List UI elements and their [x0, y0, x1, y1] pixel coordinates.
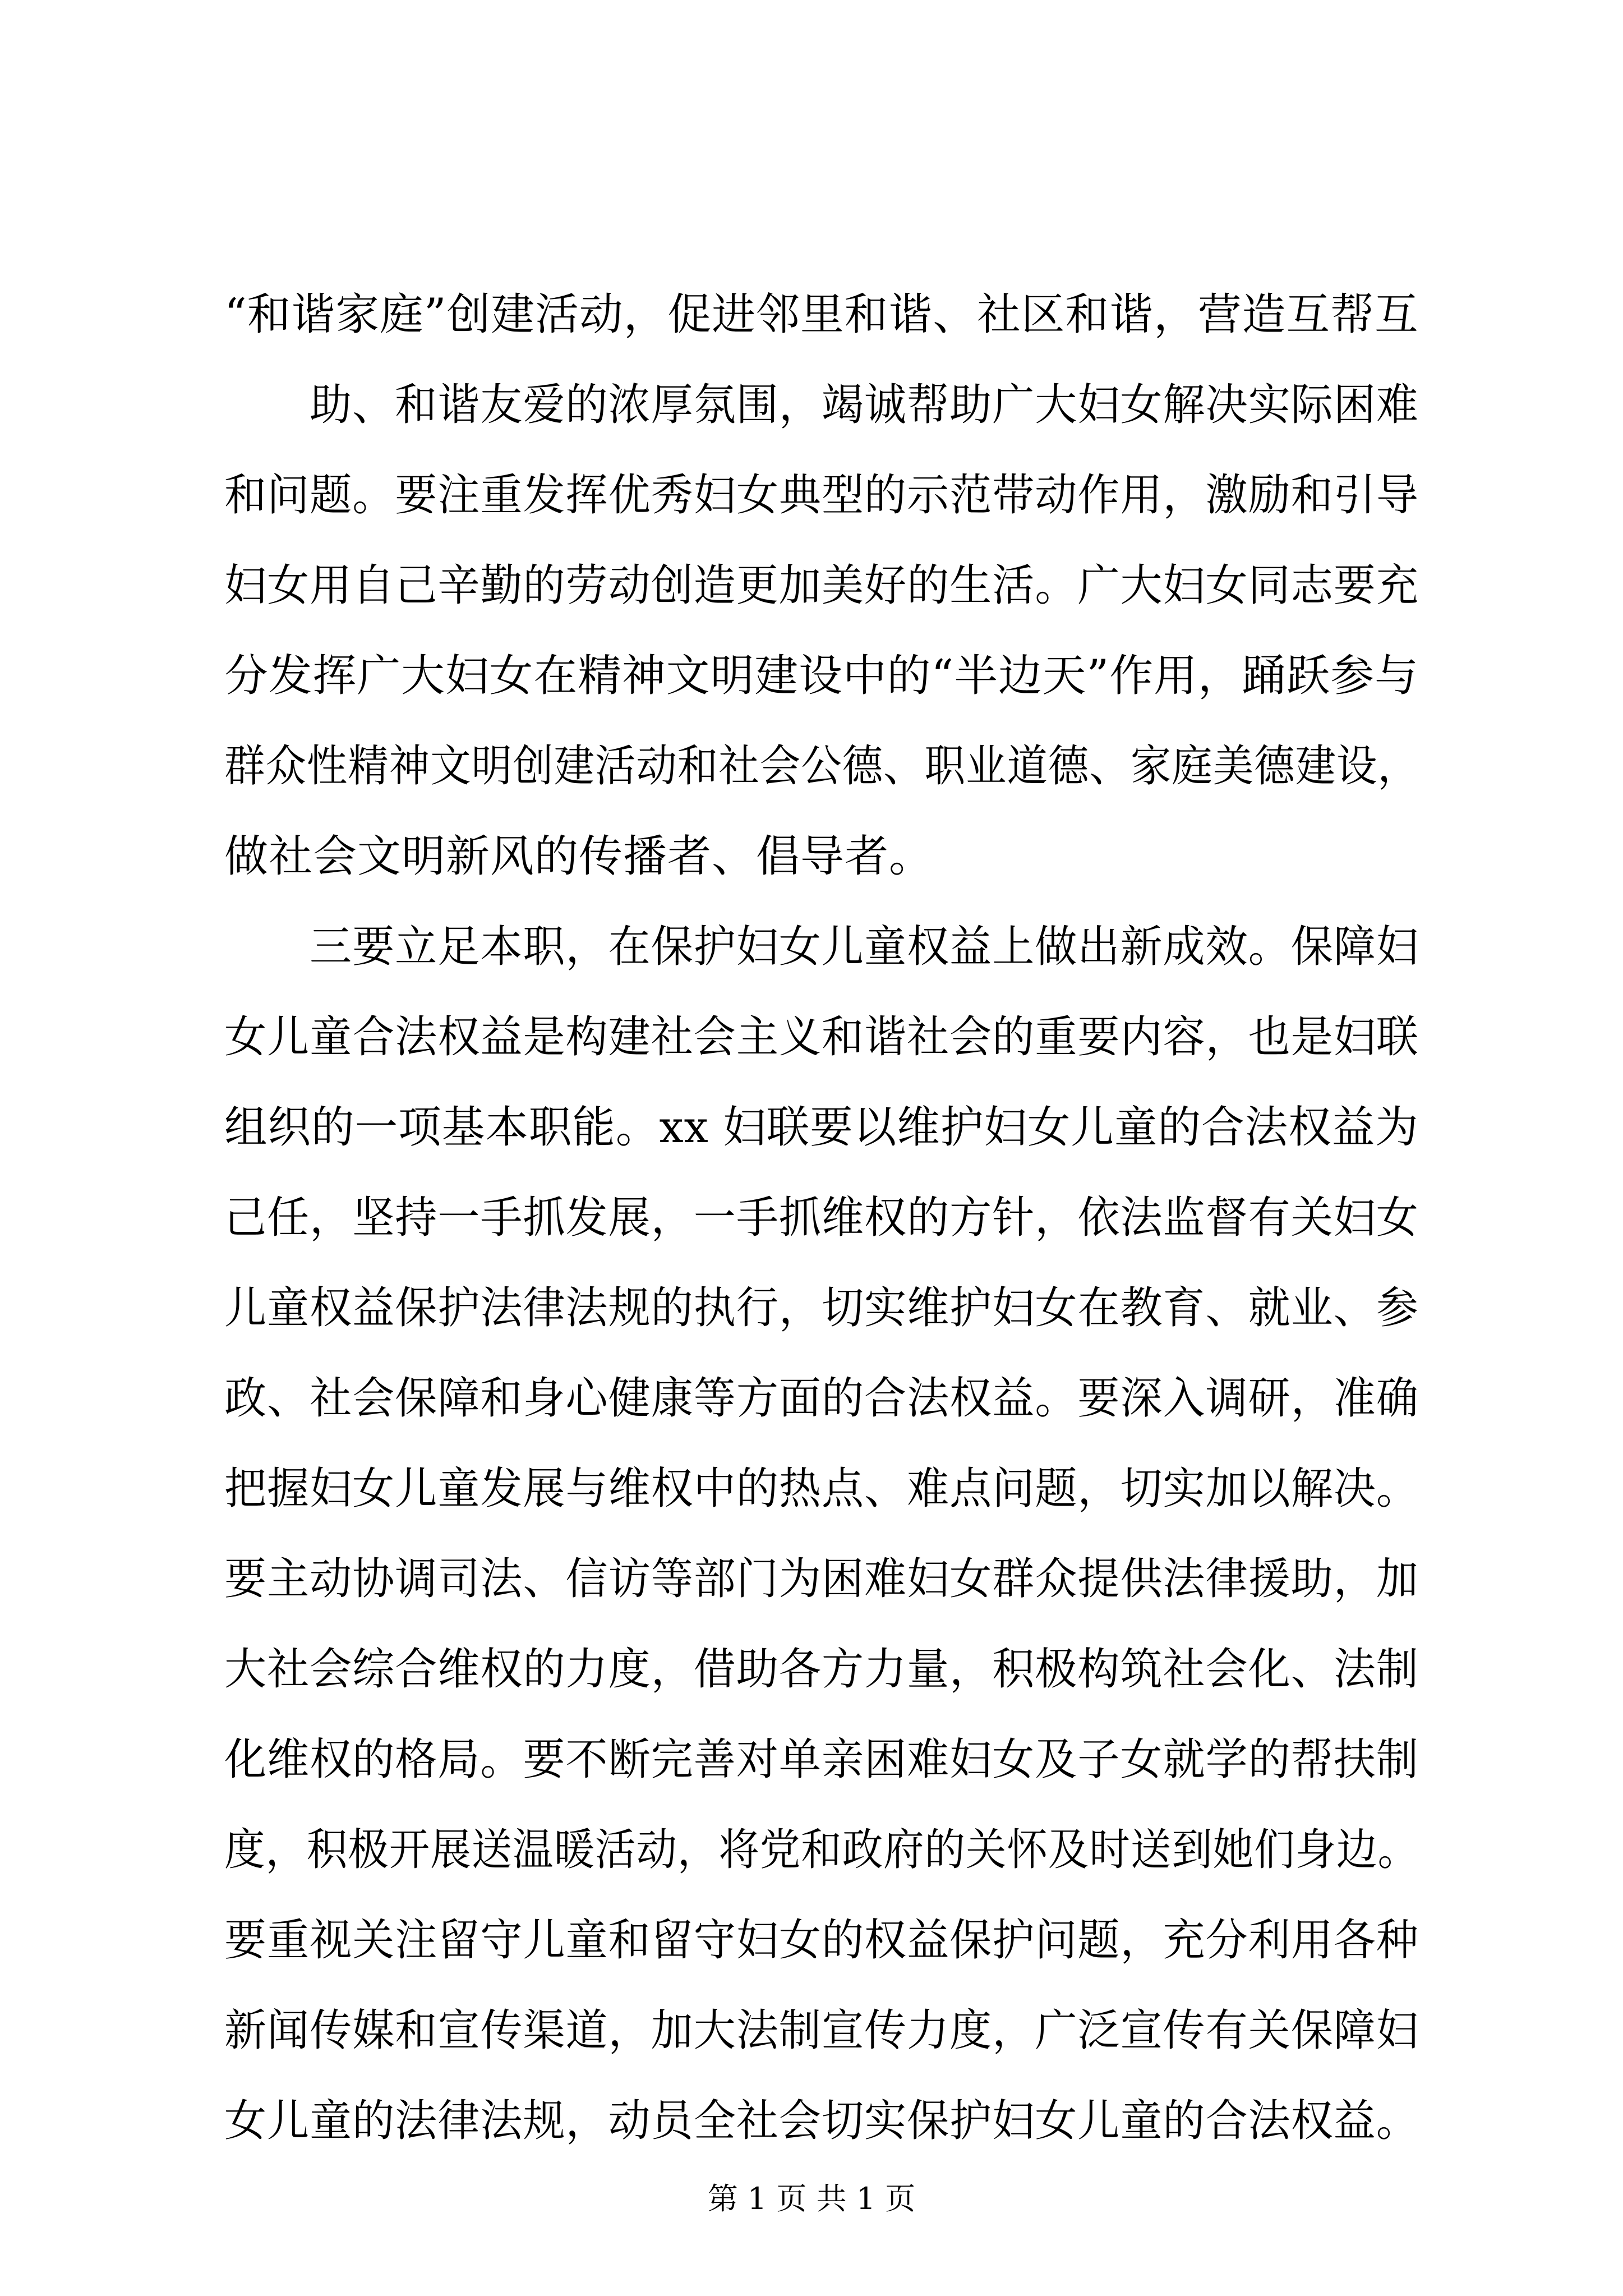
text-line: 儿童权益保护法律法规的执行，切实维护妇女在教育、就业、参 [224, 1283, 1419, 1333]
paragraph-start-line: 三要立足本职，在保护妇女儿童权益上做出新成效。保障妇 [310, 922, 1419, 972]
text-line: 要重视关注留守儿童和留守妇女的权益保护问题，充分利用各种 [224, 1915, 1419, 1966]
text-line: 女儿童合法权益是构建社会主义和谐社会的重要内容，也是妇联 [224, 1012, 1419, 1062]
text-line: “和谐家庭”创建活动，促进邻里和谐、社区和谐，营造互帮互 [224, 289, 1419, 340]
text-line: 女儿童的法律法规，动员全社会切实保护妇女儿童的合法权益。 [224, 2096, 1419, 2146]
text-line: 新闻传媒和宣传渠道，加大法制宣传力度，广泛宣传有关保障妇 [224, 2005, 1419, 2056]
text-line: 要主动协调司法、信访等部门为困难妇女群众提供法律援助，加 [224, 1554, 1419, 1604]
text-line: 助、和谐友爱的浓厚氛围，竭诚帮助广大妇女解决实际困难 [310, 380, 1419, 430]
text-line: 妇女用自己辛勤的劳动创造更加美好的生活。广大妇女同志要充 [224, 560, 1419, 611]
text-line: 化维权的格局。要不断完善对单亲困难妇女及子女就学的帮扶制 [224, 1734, 1419, 1785]
text-line: 组织的一项基本职能。xx 妇联要以维护妇女儿童的合法权益为 [224, 1102, 1419, 1153]
page-footer: 第 1 页 共 1 页 [707, 2181, 916, 2216]
text-line: 做社会文明新风的传播者、倡导者。 [224, 831, 934, 882]
text-line: 把握妇女儿童发展与维权中的热点、难点问题，切实加以解决。 [224, 1464, 1419, 1514]
text-line: 己任，坚持一手抓发展，一手抓维权的方针，依法监督有关妇女 [224, 1193, 1419, 1243]
text-line: 群众性精神文明创建活动和社会公德、职业道德、家庭美德建设， [224, 741, 1419, 792]
text-line: 和问题。要注重发挥优秀妇女典型的示范带动作用，激励和引导 [224, 470, 1419, 521]
text-line: 大社会综合维权的力度，借助各方力量，积极构筑社会化、法制 [224, 1644, 1419, 1695]
text-line: 政、社会保障和身心健康等方面的合法权益。要深入调研，准确 [224, 1373, 1419, 1424]
text-line: 度，积极开展送温暖活动，将党和政府的关怀及时送到她们身边。 [224, 1825, 1419, 1875]
text-line: 分发挥广大妇女在精神文明建设中的“半边天”作用，踊跃参与 [224, 651, 1419, 701]
